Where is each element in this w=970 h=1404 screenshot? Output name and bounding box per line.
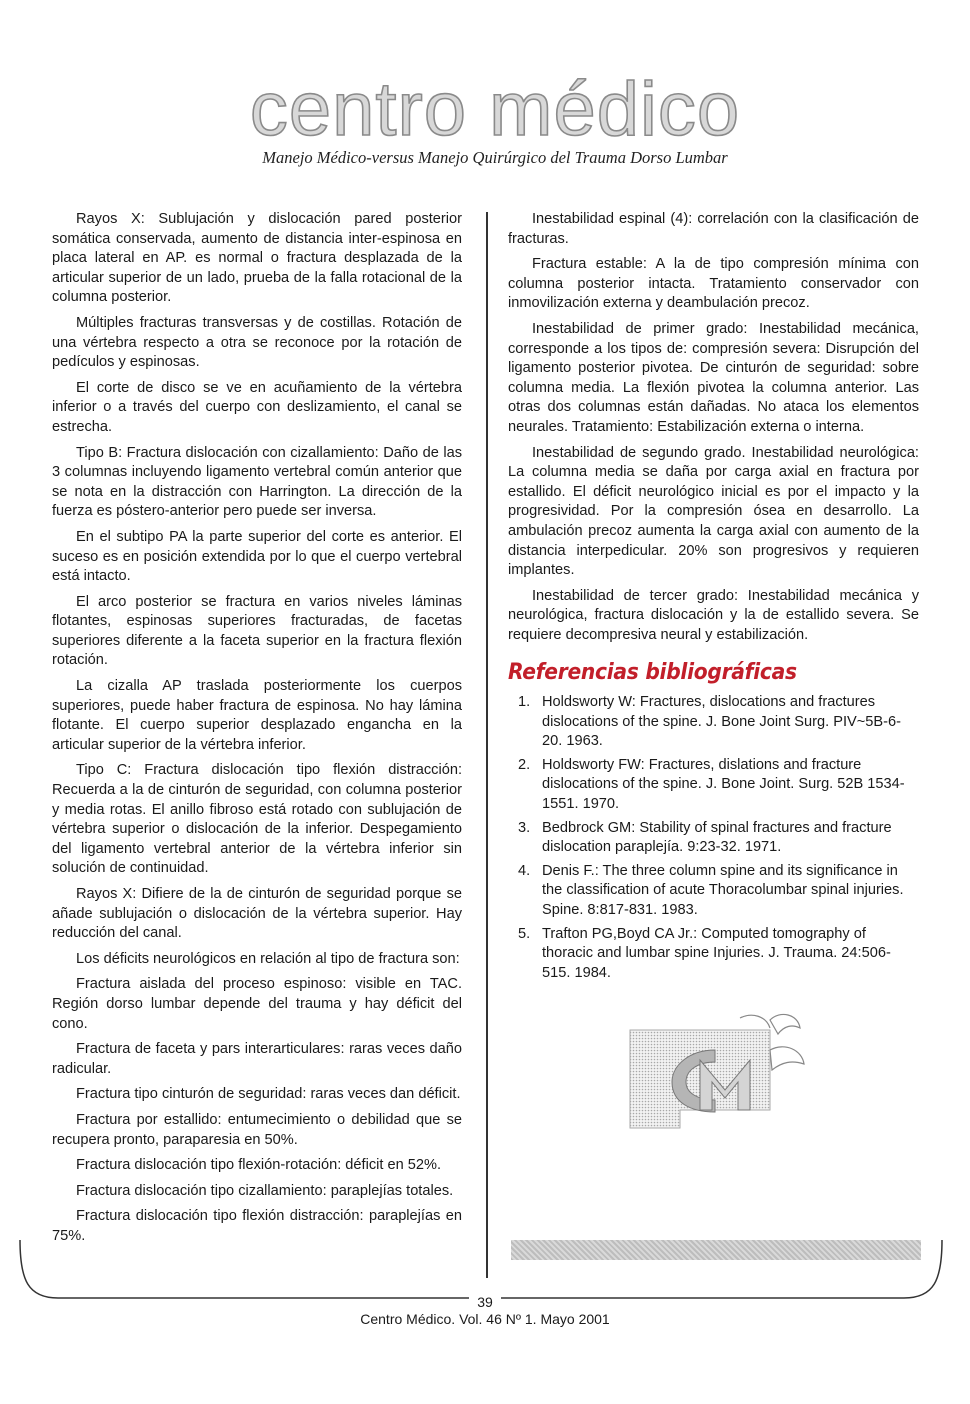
journal-brand: centro médico (249, 67, 741, 152)
paragraph: Fractura de faceta y pars interarticulares: raras veces daño radicular. (52, 1041, 462, 1077)
cm-logo-icon (620, 1010, 810, 1140)
paragraph: Fractura dislocación tipo flexión-rotación: déficit en 52%. (76, 1157, 442, 1174)
paragraph: Tipo B: Fractura dislocación con cizallamiento: Daño de las 3 columnas incluyendo ligamento vertebral común anterior que se nota en la distracción con Harrington. La dirección de la fuerza es póstero-anterior pero puede ser inversa. (52, 444, 462, 520)
reference-item (508, 819, 919, 858)
paragraph: Fractura dislocación tipo flexión distracción: paraplejías en 75%. (52, 1208, 462, 1244)
page-number-text: 39 (469, 1294, 501, 1310)
paragraph: Inestabilidad de tercer grado: Inestabilidad mecánica y neurológica, fractura dislocación y la de estallido severa. Se requiere decompresiva neural y estabilización. (508, 587, 919, 643)
paragraph: Fractura dislocación tipo cizallamiento: paraplejías totales. (76, 1182, 454, 1199)
paragraph: Fractura tipo cinturón de seguridad: raras veces dan déficit. (76, 1086, 461, 1103)
reference-text: Trafton PG,Boyd CA Jr.: Computed tomography of thoracic and lumbar spine Injuries. J. Trauma. 24:506-515. 1984. (542, 925, 891, 981)
reference-item (508, 862, 919, 921)
paragraph: Rayos X: Sublujación y dislocación pared posterior somática conservada, aumento de distancia inter-espinosa en placa lateral en AP. es normal o fractura desplazada de la articular superior de un lado, prueba de la falla rotacional de la columna posterior. (52, 211, 462, 306)
reference-text: Denis F.: The three column spine and its significance in the classification of acute Thoracolumbar spinal injuries. Spine. 8:817-831. 1983. (542, 862, 904, 918)
reference-item (508, 925, 919, 984)
left-column (52, 210, 462, 1253)
reference-number: 5. (518, 925, 531, 942)
reference-item (508, 693, 919, 752)
paragraph: Rayos X: Difiere de la de cinturón de seguridad porque se añade sublujación o dislocación de la vértebra superior. Hay reducción del canal. (52, 886, 462, 942)
reference-item (508, 756, 919, 815)
paragraph: Múltiples fracturas transversas y de costillas. Rotación de una vértebra respecto a otra se reconoce por la rotación de pedículos y espinosas. (52, 314, 462, 371)
reference-number: 4. (518, 862, 531, 879)
paragraph: Inestabilidad espinal (4): correlación con la clasificación de fracturas. (508, 211, 919, 247)
paragraph: Los déficits neurológicos en relación al tipo de fractura son: (76, 950, 460, 967)
reference-text: Holdsworty FW: Fractures, dislations and fracture dislocations of the spine. J. Bone Joint. Surg. 52B 1534-1551. 1970. (542, 756, 905, 813)
paragraph: Fractura estable: A la de tipo compresión mínima con columna posterior intacta. Tratamiento conservador con inmovilización externa y deambulación precoz. (508, 256, 919, 312)
paragraph: Fractura aislada del proceso espinoso: visible en TAC. Región dorso lumbar depende del trauma y hay déficit del cono. (52, 976, 462, 1032)
article-running-title: Manejo Médico-versus Manejo Quirúrgico del Trauma Dorso Lumbar (262, 148, 728, 167)
paragraph: En el subtipo PA la parte superior del corte es anterior. El suceso es en posición extendida por lo que el cuerpo vertebral está intacto. (52, 528, 462, 585)
reference-text: Bedbrock GM: Stability of spinal fractures and fracture dislocation paraplejía. 9:23-32. 1971. (542, 819, 892, 856)
paragraph: El arco posterior se fractura en varios niveles láminas flotantes, espinosas superiores fracturadas, de facetas superiores diferente a la faceta superior en la fractura flexión rotación. (52, 593, 462, 669)
paragraph: Inestabilidad de primer grado: Inestabilidad mecánica, corresponde a los tipos de: compresión severa: Disrupción del ligamento posterior pivotea. De cinturón de seguridad: sobre columna media. La flexión pivotea la columna anterior. Las otras dos columnas están dañadas. No ataca los elementos neurales. Tratamiento: Estabilización externa o interna. (508, 320, 919, 435)
reference-text: Holdsworty W: Fractures, dislocations and fractures dislocations of the spine. J. Bone Joint Surg. PIV~5B-6-20. 1963. (542, 694, 901, 750)
references-heading: Referencias bibliográficas (508, 660, 797, 686)
reference-number: 3. (518, 819, 531, 836)
paragraph: El corte de disco se ve en acuñamiento de la vértebra inferior o a través del cuerpo con deslizamiento, el canal se estrecha. (52, 379, 462, 435)
references-list (508, 693, 919, 983)
right-column (508, 210, 919, 987)
column-divider (486, 212, 488, 1278)
paragraph: Inestabilidad de segundo grado. Inestabilidad neurológica: La columna media se daña por carga axial en fractura por estallido. El déficit neurológico inicial es por el impacto y la progresividad. Por la compresión ósea en desarrollo. La ambulación precoz aumenta la carga axial con aumento de la distancia interpedicular. 20% son progresivos y requieren implantes. (508, 444, 919, 579)
paragraph: Tipo C: Fractura dislocación tipo flexión distracción: Recuerda a la de cinturón de seguridad, con columna posterior y media rotas. El anillo fibroso está rotado con sublujación de vértebra superior o dislocación de la inferior. Despegamiento del ligamento vertebral anterior de la vértebra inferior sin solución de continuidad. (52, 762, 462, 877)
masthead (0, 67, 970, 168)
paragraph: La cizalla AP traslada posteriormente los cuerpos superiores, puede haber fractura de espinosa. No hay lámina flotante. El cuerpo superior desplazado engancha en la articular superior de la vértebra inferior. (52, 678, 462, 753)
paragraph: Fractura por estallido: entumecimiento o debilidad que se recupera pronto, paraparesia en 50%. (52, 1111, 462, 1148)
page-number (0, 1294, 970, 1310)
reference-number: 2. (518, 756, 531, 773)
journal-footer: Centro Médico. Vol. 46 Nº 1. Mayo 2001 (360, 1311, 610, 1327)
reference-number: 1. (518, 694, 531, 711)
